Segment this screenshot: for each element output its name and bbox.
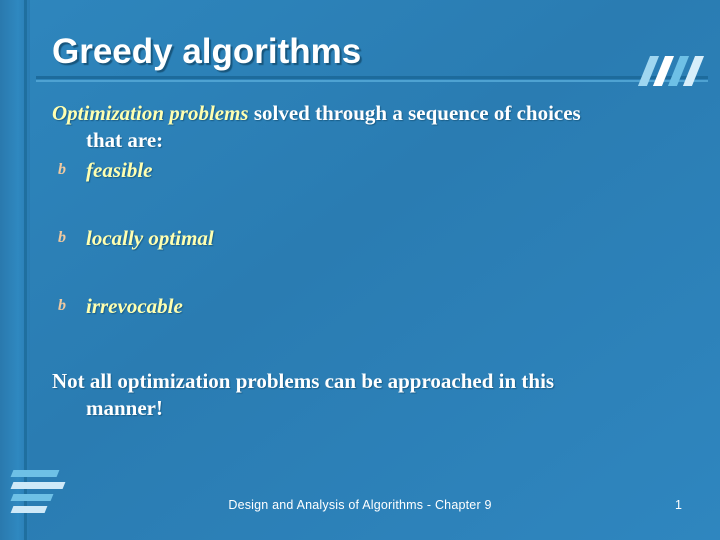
bullet-marker-icon: b xyxy=(58,228,66,246)
list-item-label: irrevocable xyxy=(86,293,183,318)
left-accent-line xyxy=(24,0,27,540)
intro-rest: solved through a sequence of choices xyxy=(248,101,581,125)
list-item xyxy=(52,293,676,364)
bullet-marker-icon: b xyxy=(58,296,66,314)
title-block xyxy=(30,14,720,78)
intro-paragraph xyxy=(52,100,676,154)
list-item-label: locally optimal xyxy=(86,225,214,250)
intro-emphasis: Optimization problems xyxy=(52,101,249,125)
list-item xyxy=(52,157,676,228)
closing-line-1: Not all optimization problems can be approached in this xyxy=(52,368,555,393)
title-underline xyxy=(36,76,708,79)
intro-continuation: that are: xyxy=(86,127,164,152)
closing-line-2: manner! xyxy=(86,395,163,420)
slide-number: 1 xyxy=(675,498,682,512)
list-item-label: feasible xyxy=(86,157,153,182)
footer-text: Design and Analysis of Algorithms - Chapter 9 xyxy=(228,498,492,512)
list-item xyxy=(52,225,676,296)
bullet-marker-icon: b xyxy=(58,160,66,178)
slide-content xyxy=(52,100,676,428)
title-underline-highlight xyxy=(36,80,708,82)
closing-paragraph xyxy=(52,368,676,422)
page-title: Greedy algorithms xyxy=(52,32,362,71)
slashes-decoration-icon xyxy=(642,56,712,90)
